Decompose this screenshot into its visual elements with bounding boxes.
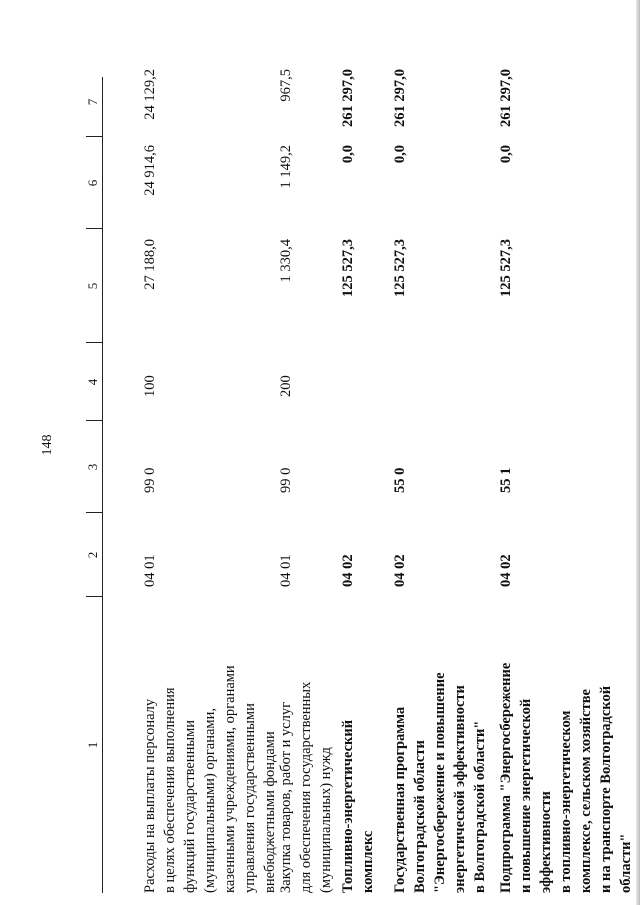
row-name: Расходы на выплаты персоналу в целях обеспечения выполнения функций государственными (муниципальными) органами, казенными учреждениями, органами управления государственными внебюджетными фондами [142,665,278,893]
column-header-3: 3 [85,463,100,471]
row-value-6: 0,0 [498,145,514,164]
row-value-6: 0,0 [392,145,408,164]
row-code-section: 04 02 [498,554,514,587]
row-value-7: 261 297,0 [392,69,408,127]
row-code-program: 99 0 [142,467,158,493]
row-value-5: 125 527,3 [392,239,408,297]
row-value-5: 1 330,4 [278,239,294,283]
row-value-7: 261 297,0 [340,69,356,127]
column-header-6: 6 [85,179,100,187]
row-name: Государственная программа Волгоградской области "Энергосбережение и повышение энергетической эффективности в Волгоградской области" [392,672,488,893]
row-code-section: 04 01 [278,554,294,587]
column-header-7: 7 [85,98,100,106]
row-value-6: 24 914,6 [142,145,158,196]
row-code-program: 55 1 [498,467,514,493]
column-header-1: 1 [85,741,100,749]
row-value-5: 27 188,0 [142,239,158,290]
column-header-4: 4 [85,378,100,386]
page-number: 148 [40,434,55,456]
row-value-7: 261 297,0 [498,69,514,127]
row-code-section: 04 02 [340,554,356,587]
column-header-5: 5 [85,282,100,290]
row-code-program: 55 0 [392,467,408,493]
row-code-expense: 200 [278,375,294,397]
header-underline [102,77,103,893]
column-header-2: 2 [85,551,100,559]
row-code-section: 04 02 [392,554,408,587]
row-value-6: 0,0 [340,145,356,164]
row-name: Закупка товаров, работ и услуг для обеспечения государственных (муниципальных) нужд [278,681,334,893]
row-code-program: 99 0 [278,467,294,493]
row-code-expense: 100 [142,375,158,397]
row-value-5: 125 527,3 [498,239,514,297]
row-name: Подпрограмма "Энергосбережение и повышение энергетической эффективности в топливно-энергетическом комплексе, сельском хозяйстве и на транспорте Волгоградской области" [498,662,634,893]
row-value-7: 967,5 [278,69,294,102]
row-name: Топливно-энергетический комплекс [340,719,376,893]
row-value-7: 24 129,2 [142,69,158,120]
row-value-5: 125 527,3 [340,239,356,297]
row-code-section: 04 01 [142,554,158,587]
row-value-6: 1 149,2 [278,145,294,189]
